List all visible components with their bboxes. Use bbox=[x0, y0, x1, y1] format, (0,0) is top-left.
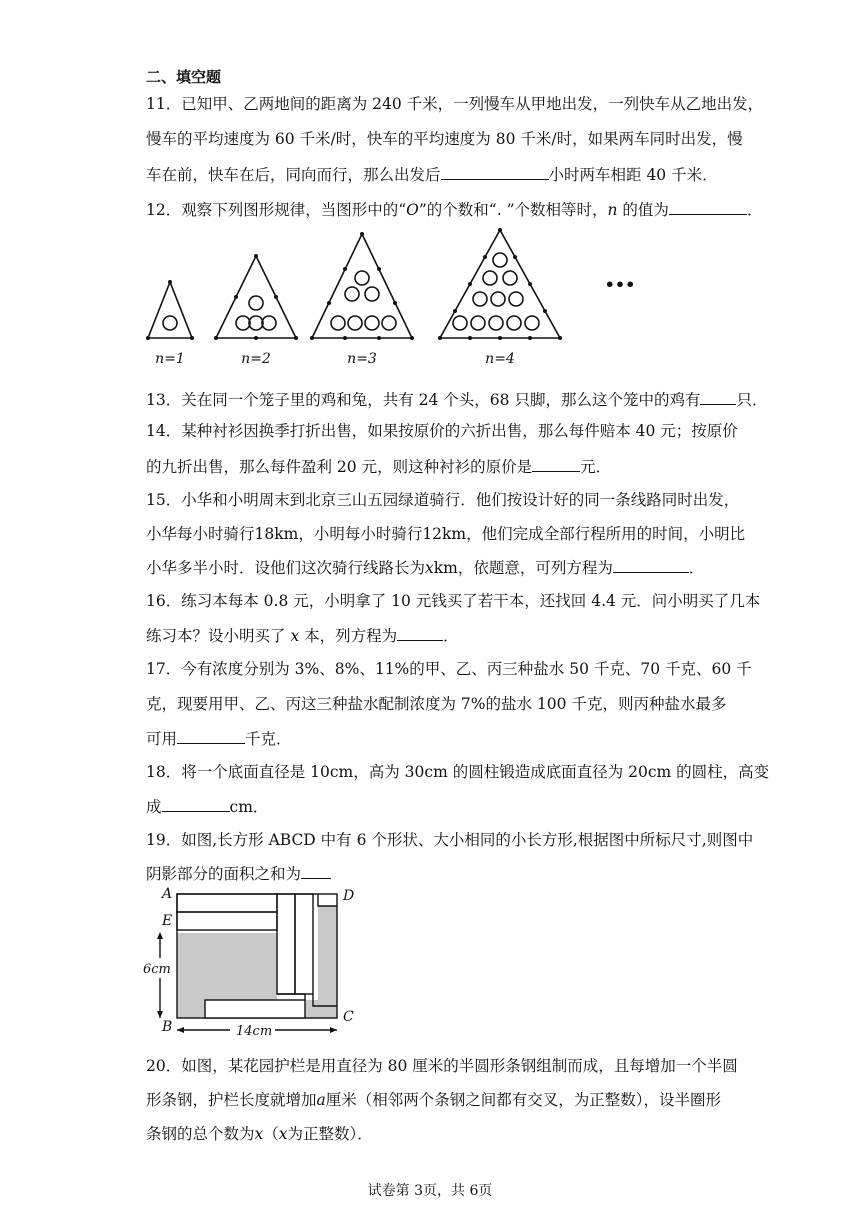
q17-line3 bbox=[146, 727, 292, 750]
q12-end: ． bbox=[746, 201, 763, 219]
q17-answer-blank[interactable] bbox=[177, 727, 245, 744]
label-e: E bbox=[162, 913, 173, 929]
ellipsis: ••• bbox=[604, 275, 636, 294]
page-footer: 试卷第 3页，共 6页 bbox=[367, 1183, 493, 1199]
label-n3: n=3 bbox=[347, 351, 377, 367]
q18-text-a: 成 bbox=[146, 798, 162, 816]
label-6cm: 6cm bbox=[143, 962, 171, 977]
q15-text-b: km，依题意，可列方程为 bbox=[433, 559, 613, 577]
q20-var-x2: x bbox=[278, 1125, 288, 1143]
section-title: 二、填空题 bbox=[146, 68, 222, 86]
q20-text-d: （ bbox=[263, 1125, 279, 1143]
small-rect-2 bbox=[177, 912, 277, 930]
q20-text-e: 为正整数）． bbox=[287, 1125, 373, 1143]
small-rect-5 bbox=[205, 1000, 305, 1018]
label-b: B bbox=[162, 1019, 173, 1035]
q16-line2 bbox=[146, 624, 459, 647]
label-n2: n=2 bbox=[241, 351, 271, 367]
label-d: D bbox=[343, 888, 355, 904]
q20-line3 bbox=[146, 1123, 373, 1145]
q14-text-a: 的九折出售，那么每件盈利 20 元，则这种衬衫的原价是 bbox=[146, 458, 533, 476]
label-c: C bbox=[343, 1009, 354, 1025]
q15-text-c: ． bbox=[688, 559, 705, 577]
q19-line1: 19．如图,长方形 ABCD 中有 6 个形状、大小相同的小长方形,根据图中所标尺寸,则图中 bbox=[146, 831, 754, 849]
q12-var-n: n bbox=[607, 201, 618, 219]
q16-answer-blank[interactable] bbox=[397, 624, 443, 641]
q20-text-a: 形条钢，护栏长度就增加 bbox=[146, 1091, 317, 1109]
q14-text-b: 元． bbox=[580, 458, 612, 476]
q11-line3 bbox=[146, 163, 718, 186]
label-n4: n=4 bbox=[485, 351, 515, 367]
label-n1: n=1 bbox=[155, 351, 185, 367]
q14-line2 bbox=[146, 455, 611, 478]
top-right-notch bbox=[318, 894, 337, 906]
q15-line3 bbox=[146, 556, 704, 579]
q18-line2 bbox=[146, 795, 268, 818]
q13-text-a: 13．关在同一个笼子里的鸡和兔，共有 24 个头，68 只脚，那么这个笼中的鸡有 bbox=[146, 391, 701, 409]
q13-line1 bbox=[146, 388, 767, 411]
q11-answer-blank[interactable] bbox=[441, 163, 549, 180]
q12-text-c: 的值为 bbox=[617, 201, 669, 219]
q16-text-c: ． bbox=[443, 627, 459, 645]
small-rect-4 bbox=[295, 894, 313, 994]
triangle-n2 bbox=[216, 256, 296, 338]
q17-text-b: 千克． bbox=[245, 730, 292, 748]
q18-text-b: cm． bbox=[229, 798, 269, 816]
q17-text-a: 可用 bbox=[146, 730, 178, 748]
q14-answer-blank[interactable] bbox=[532, 455, 580, 472]
q16-text-a: 练习本？设小明买了 bbox=[146, 627, 291, 645]
q16-var-x: x bbox=[290, 627, 300, 645]
q12-line1 bbox=[146, 198, 762, 221]
q15-answer-blank[interactable] bbox=[613, 556, 689, 573]
label-a: A bbox=[162, 886, 173, 902]
q12-triangle-pattern-figure bbox=[140, 222, 640, 372]
q15-line2: 小华每小时骑行18km，小明每小时骑行12km，他们完成全部行程所用的时间，小明比 bbox=[146, 525, 746, 543]
q13-answer-blank[interactable] bbox=[700, 388, 736, 405]
q12-answer-blank[interactable] bbox=[669, 198, 747, 215]
q11-line1: 11．已知甲、乙两地间的距离为 240 千米，一列慢车从甲地出发，一列快车从乙地出发， bbox=[146, 95, 764, 113]
q16-line1: 16．练习本每本 0.8 元，小明拿了 10 元钱买了若干本，还找回 4.4 元．问小明买了几本 bbox=[146, 592, 761, 610]
circle bbox=[163, 316, 177, 330]
q12-text-b: ”的个数和“. ”个数相等时， bbox=[418, 201, 608, 219]
q16-text-b: 本，列方程为 bbox=[299, 627, 398, 645]
q20-line2 bbox=[146, 1089, 721, 1111]
q20-var-a: a bbox=[316, 1091, 326, 1109]
small-rect-3 bbox=[277, 894, 295, 994]
q19-rectangle-figure bbox=[140, 880, 380, 1045]
q11-line2: 慢车的平均速度为 60 千米/时，快车的平均速度为 80 千米/时，如果两车同时出发，慢 bbox=[146, 130, 743, 148]
q20-line1: 20．如图，某花园护栏是用直径为 80 厘米的半圆形条钢组制而成，且每增加一个半圆 bbox=[146, 1057, 738, 1075]
q14-line1: 14．某种衬衫因换季打折出售，如果按原价的六折出售，那么每件赔本 40 元；按原价 bbox=[146, 422, 738, 440]
q19-answer-blank[interactable] bbox=[301, 862, 331, 879]
q17-line2: 克，现要用甲、乙、丙这三种盐水配制浓度为 7%的盐水 100 千克，则丙种盐水最多 bbox=[146, 695, 727, 713]
label-14cm: 14cm bbox=[236, 1024, 273, 1039]
q12-symbol-o: O bbox=[406, 201, 419, 219]
q15-text-a: 小华多半小时．设他们这次骑行线路长为 bbox=[146, 559, 426, 577]
q12-text-a: 12．观察下列图形规律，当图形中的“ bbox=[146, 201, 407, 219]
shaded-bottom-right bbox=[305, 1000, 337, 1018]
q20-var-x1: x bbox=[254, 1125, 264, 1143]
q13-text-b: 只． bbox=[736, 391, 768, 409]
q18-line1: 18．将一个底面直径是 10cm，高为 30cm 的圆柱锻造成底面直径为 20cm 的圆柱，高变 bbox=[146, 763, 770, 781]
q18-answer-blank[interactable] bbox=[162, 795, 230, 812]
q15-line1: 15．小华和小明周末到北京三山五园绿道骑行．他们按设计好的同一条线路同时出发， bbox=[146, 491, 740, 509]
q20-text-b: 厘米（相邻两个条钢之间都有交叉，为正整数），设半圈形 bbox=[325, 1091, 722, 1109]
q19-text-a: 阴影部分的面积之和为 bbox=[146, 865, 302, 883]
q17-line1: 17．今有浓度分别为 3%、8%、11%的甲、乙、丙三种盐水 50 千克、70 千克、60 千 bbox=[146, 660, 752, 678]
q11-text-a: 车在前，快车在后，同向而行，那么出发后 bbox=[146, 166, 441, 184]
q11-text-b: 小时两车相距 40 千米． bbox=[548, 166, 718, 184]
triangle-n4 bbox=[440, 230, 560, 338]
q15-var-x: x bbox=[425, 559, 434, 577]
q20-text-c: 条钢的总个数为 bbox=[146, 1125, 255, 1143]
small-rect-1 bbox=[177, 894, 277, 912]
